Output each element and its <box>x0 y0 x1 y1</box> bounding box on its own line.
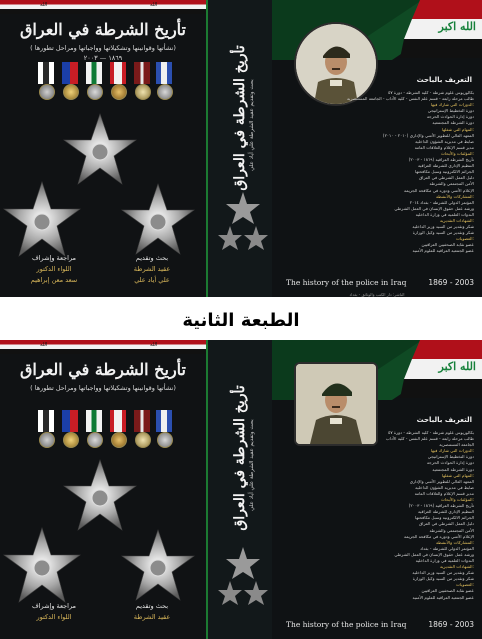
bio-line: الجرائم الالكترونية وسبل مكافحتها <box>415 515 474 521</box>
bio-line: المعهد العالي للتطوير الأمني والإداري <box>409 478 474 484</box>
ribbon-5 <box>134 410 150 432</box>
bio-line: شكر وتقدير من السيد وكيل الوزارة <box>412 576 474 582</box>
star-order-icon <box>122 184 194 254</box>
bio-line: الشهادات التقديرية: <box>439 217 474 223</box>
ribbon-6 <box>156 410 172 432</box>
bio-line: الدورات التي شارك فيها: <box>430 102 474 108</box>
bio-line: المشاركات والأنشطة: <box>435 193 474 199</box>
bio-line: الجرائم الالكترونية وسبل مكافحتها <box>415 169 474 175</box>
front-footer <box>272 619 482 633</box>
bio-line: الدورات التي شارك فيها: <box>430 448 474 454</box>
credit-author <box>104 601 200 623</box>
credit-review-rank: اللواء الدكتور <box>36 613 72 621</box>
star-order-icon <box>4 528 80 602</box>
bio-line: عضو الجمعية العراقية للعلوم الأمنية <box>412 248 474 254</box>
ribbon-5 <box>134 62 150 84</box>
bio-line: الجامعة المستنصرية <box>439 442 474 448</box>
bio-line: شكر وتقدير من السيد وزير الداخلية <box>412 570 474 576</box>
credit-author-rank: عقيد الشرطة <box>133 265 171 273</box>
bio-line: دورة التخطيط الإستراتيجي <box>427 108 474 114</box>
medal-row <box>32 62 172 108</box>
bio-line: المعهد العالي للتطوير الأمني والإداري (٢٠١٠ - ٢٠١٠) <box>382 132 474 138</box>
footer-english-title: The history of the police in Iraq <box>286 620 407 629</box>
bio-line: دورة إدارة الحوادث الحرجة <box>426 114 474 120</box>
ribbon-2 <box>62 410 78 432</box>
front-footer <box>272 277 482 291</box>
book-cover-first-edition <box>0 0 482 297</box>
bio-line: مدير قسم الإعلام والعلاقات العامة <box>414 490 474 496</box>
ribbon-2 <box>62 62 78 84</box>
bio-line: المهام التي شغلها: <box>441 472 474 478</box>
bio-line: دليل العمل الشرطي في العراق <box>419 521 474 527</box>
bio-line: دليل العمل الشرطي في العراق <box>419 175 474 181</box>
bio-line: العضويات: <box>455 236 474 242</box>
bio-line: مدير قسم الإعلام والعلاقات العامة <box>414 144 474 150</box>
bio-line: بكالوريوس علوم شرطة - كلية الشرطة - دورة ٥٧ <box>388 430 474 435</box>
bio-line: شكر وتقدير من السيد وكيل الوزارة <box>412 230 474 236</box>
bio-line: الأمن المجتمعي والشرطة <box>429 181 474 187</box>
star-orders <box>0 458 206 618</box>
bio-line: الشهادات التقديرية: <box>439 564 474 570</box>
bio-line: عضو الجمعية العراقية للعلوم الأمنية <box>412 594 474 600</box>
book-spine <box>206 340 272 639</box>
star-order-icon <box>218 190 268 260</box>
bio-line: دورة الشرطة المجتمعية <box>432 120 474 126</box>
ribbon-4 <box>110 410 126 432</box>
back-title: تأريخ الشرطة في العراق <box>20 360 186 379</box>
bio-line: دورة التخطيط الإستراتيجي <box>427 454 474 460</box>
bio-line: ورشة عمل حقوق الإنسان في العمل الشرطي <box>394 551 474 557</box>
bio-line: شكر وتقدير من السيد وزير الداخلية <box>412 224 474 230</box>
flag-bar <box>0 0 206 14</box>
bio-line: بكالوريوس علوم شرطة - كلية الشرطة - دورة ٥٧ <box>388 90 474 95</box>
medal-row <box>32 410 172 456</box>
star-order-icon <box>64 460 136 530</box>
star-order-icon <box>64 114 136 184</box>
back-cover <box>0 0 206 297</box>
flag-text-left: الله <box>40 342 48 348</box>
footer-years: 1869 - 2003 <box>428 620 474 629</box>
spine-title: تأريخ الشرطة في العراق <box>232 385 248 531</box>
flag-bar <box>0 340 206 354</box>
bio-line: ورشة عمل حقوق الإنسان في العمل الشرطي <box>394 205 474 211</box>
footer-years: 1869 - 2003 <box>428 278 474 287</box>
bio-line: عضو نقابة الصحفيين العراقيين <box>421 588 474 594</box>
medal-icon <box>63 432 79 448</box>
ribbon-3 <box>86 62 102 84</box>
credits <box>0 601 206 637</box>
bio-line: المؤلفات والأبحاث: <box>440 150 474 156</box>
back-subtitle: ( نشأتها وقوانينها وتشكيلاتها وواجباتها ومراحل تطورها) <box>30 384 176 392</box>
credit-review-role: مراجعة وإشراف <box>31 254 77 262</box>
bio-line: المؤلفات والأبحاث: <box>440 497 474 503</box>
flag-script: الله اكبر <box>438 20 476 33</box>
ribbon-1 <box>38 410 54 432</box>
bio-line: المؤتمر الدولي للشرطة - بغداد ٢٠١٤ <box>409 199 474 205</box>
credit-review-name: سعد معن إبراهيم <box>30 276 78 284</box>
credit-review-rank: اللواء الدكتور <box>36 265 72 273</box>
bio-line: دورة إدارة الحوادث الحرجة <box>426 460 474 466</box>
front-cover <box>272 340 482 639</box>
bio-line: ضابط في مديرية الشؤون الداخلية <box>415 484 474 490</box>
ribbon-3 <box>86 410 102 432</box>
credit-author-role: بحث وتقديم <box>135 254 169 262</box>
back-cover <box>0 340 206 639</box>
bio-line: المؤتمر الدولي للشرطة - بغداد <box>420 545 474 551</box>
bio-line: تأريخ الشرطة العراقية (١٨٦٩ - ٢٠٠٣) <box>408 503 474 509</box>
medal-icon <box>63 84 79 100</box>
medal-icon <box>111 84 127 100</box>
star-order-icon <box>122 530 194 600</box>
credit-author <box>104 253 200 286</box>
flag-script: الله اكبر <box>438 360 476 373</box>
ribbon-4 <box>110 62 126 84</box>
bio-line: التنظيم الإداري للشرطة العراقية <box>417 163 474 169</box>
medal-icon <box>87 432 103 448</box>
book-cover-second-edition <box>0 340 482 639</box>
medal-icon <box>39 84 55 100</box>
spine-authors: بحث وتقديم عقيد الشرطة علي أياد علي <box>249 79 255 171</box>
bio-list <box>282 430 474 601</box>
footer-publisher: الناشر: دار الكتب والوثائق - بغداد <box>349 292 405 297</box>
star-order-icon <box>218 545 268 615</box>
credits <box>0 253 206 289</box>
bio-line: الإعلام الأمني ودوره في مكافحة الجريمة <box>403 187 474 193</box>
medal-icon <box>87 84 103 100</box>
bio-line: الندوات العلمية في وزارة الداخلية <box>415 211 474 217</box>
medal-icon <box>135 84 151 100</box>
bio-line: المشاركات والأنشطة: <box>435 539 474 545</box>
medal-icon <box>135 432 151 448</box>
footer-english-title: The history of the police in Iraq <box>286 278 407 287</box>
back-subtitle: ( نشأتها وقوانينها وتشكيلاتها وواجباتها ومراحل تطورها) <box>30 44 176 52</box>
medal-icon <box>39 432 55 448</box>
bio-line: الأمن المجتمعي والشرطة <box>429 527 474 533</box>
credit-author-name: علي أياد علي <box>134 276 170 284</box>
ribbon-6 <box>156 62 172 84</box>
bio-line: ضابط في مديرية الشؤون الداخلية <box>415 138 474 144</box>
spine-title: تأريخ الشرطة في العراق <box>232 45 248 191</box>
back-years: ١٨٦٩ — ٢٠٠٣ <box>83 54 123 62</box>
bio-line: العضويات: <box>455 582 474 588</box>
bio-line: التنظيم الإداري للشرطة العراقية <box>417 509 474 515</box>
edition-heading: الطبعة الثانية <box>182 310 300 331</box>
credit-author-rank: عقيد الشرطة <box>133 613 171 621</box>
flag-text-left: الله <box>40 2 48 8</box>
front-cover <box>272 0 482 297</box>
medal-icon <box>111 432 127 448</box>
bio-list <box>282 90 474 255</box>
star-orders <box>0 112 206 272</box>
bio-line: دورة الشرطة المجتمعية <box>432 466 474 472</box>
bio-heading: التعريف بالباحث <box>416 416 472 424</box>
medal-icon <box>157 84 173 100</box>
credit-review <box>6 601 102 623</box>
flag-text-right: الله <box>150 342 158 348</box>
credit-author-role: بحث وتقديم <box>135 602 169 610</box>
bio-line: طالب مرحلة رابعة - قسم علم النفس - كلية الآداب <box>385 436 474 442</box>
credit-review-role: مراجعة وإشراف <box>31 602 77 610</box>
credit-review <box>6 253 102 286</box>
bio-line: طالب مرحلة رابعة - قسم علم النفس - كلية الآداب - الجامعة المستنصرية <box>346 96 474 102</box>
star-order-icon <box>4 182 80 256</box>
medal-icon <box>157 432 173 448</box>
spine-authors: بحث وتقديم عقيد الشرطة علي أياد علي <box>249 419 255 511</box>
flag-text-right: الله <box>150 2 158 8</box>
bio-line: الإعلام الأمني ودوره في مكافحة الجريمة <box>403 533 474 539</box>
bio-line: عضو نقابة الصحفيين العراقيين <box>421 242 474 248</box>
book-spine <box>206 0 272 297</box>
bio-line: المهام التي شغلها: <box>441 126 474 132</box>
bio-line: تأريخ الشرطة العراقية (١٨٦٩ - ٢٠٠٣) <box>408 157 474 163</box>
ribbon-1 <box>38 62 54 84</box>
bio-heading: التعريف بالباحث <box>416 76 472 84</box>
bio-line: الندوات العلمية في وزارة الداخلية <box>415 557 474 563</box>
back-title: تأريخ الشرطة في العراق <box>20 20 186 39</box>
